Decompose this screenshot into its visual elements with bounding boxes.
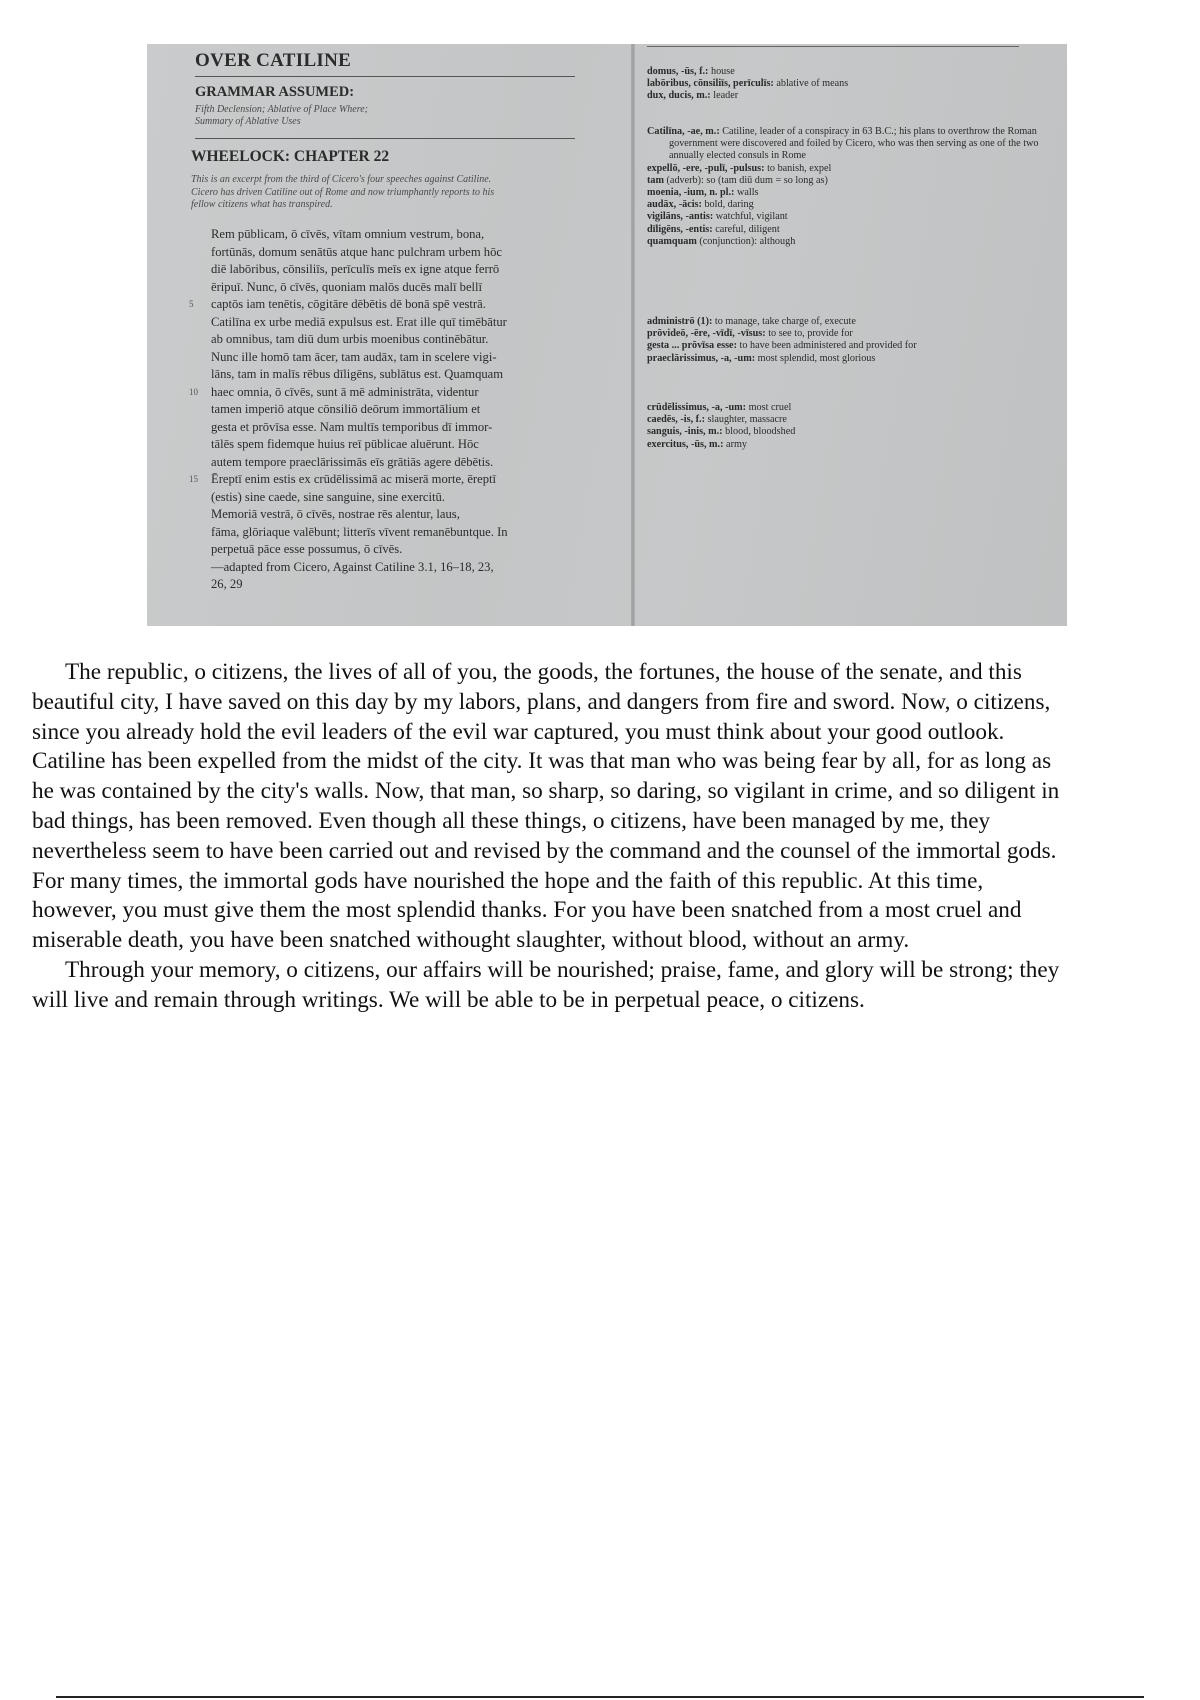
glossary-rule <box>647 46 1019 47</box>
translation-line: will live and remain through writings. We will be able to be in perpetual peace, o citizens. <box>32 986 865 1013</box>
glossary-definition: Catiline, leader of a conspiracy in 63 B.C.; his plans to overthrow the Roman government were discovered and foiled by Cicero, who was then serving as one of the two annually elected consuls in Rome <box>669 126 1039 162</box>
glossary-entry <box>647 439 1047 451</box>
translation-line: bad things, has been removed. Even though all these things, o citizens, have been managed by me, they <box>32 807 991 834</box>
glossary-entry <box>647 163 1047 175</box>
latin-line <box>177 296 597 314</box>
glossary-headword: administrō (1): <box>647 316 713 327</box>
latin-line <box>177 314 597 332</box>
latin-line-text: Catilīna ex urbe mediā expulsus est. Erat ille quī timēbātur <box>211 314 507 329</box>
glossary-entry <box>647 402 1047 414</box>
glossary-definition: to have been administered and provided for <box>736 340 917 352</box>
glossary-entry <box>647 199 1047 211</box>
latin-line <box>177 244 597 262</box>
translation-line: nevertheless seem to have been carried out and revised by the command and the counsel of the immortal gods. <box>32 837 1057 864</box>
book-gutter <box>631 44 635 626</box>
glossary-headword: Catilīna, -ae, m.: <box>647 126 720 137</box>
glossary-headword: gesta ... prōvīsa esse: <box>647 340 737 352</box>
latin-line-text: haec omnia, ō cīvēs, sunt ā mē administrāta, videntur <box>211 384 479 399</box>
glossary-headword: crūdēlissimus, -a, -um: <box>647 402 747 413</box>
glossary-headword: labōribus, cōnsiliīs, perīculīs: <box>647 78 774 90</box>
latin-line <box>177 366 597 384</box>
glossary-entry <box>647 426 1047 438</box>
translation-line: For many times, the immortal gods have nourished the hope and the faith of this republic. At this time, <box>32 867 984 894</box>
glossary-entry <box>647 328 1047 340</box>
latin-line <box>177 524 597 542</box>
glossary-headword: expellō, -ere, -pulī, -pulsus: <box>647 162 765 174</box>
latin-line <box>177 331 597 349</box>
latin-line-text: autem tempore praeclārissimās eīs grātiās agere dēbētis. <box>211 454 494 469</box>
latin-line <box>177 454 597 472</box>
translation-paragraph <box>32 956 1200 1016</box>
textbook-left-page <box>177 44 617 626</box>
translation-line: he was contained by the city's walls. Now, that man, so sharp, so daring, so vigilant in crime, and so diligent in <box>32 778 1060 805</box>
latin-line-text: 26, 29 <box>211 577 243 591</box>
latin-line <box>177 506 597 524</box>
glossary-headword: praeclārissimus, -a, -um: <box>647 352 756 364</box>
glossary-entry <box>647 414 1047 426</box>
latin-line-text: gesta et prōvīsa esse. Nam multīs temporibus dī immor- <box>211 419 493 434</box>
glossary-headword: caedēs, -is, f.: <box>647 414 705 426</box>
intro-line: Cicero has driven Catiline out of Rome and now triumphantly reports to his <box>191 186 495 198</box>
glossary-headword: moenia, -ium, n. pl.: <box>647 187 735 199</box>
chapter-intro <box>191 174 576 212</box>
latin-line <box>177 419 597 437</box>
glossary-entry <box>647 66 1047 78</box>
grammar-line: Fifth Declension; Ablative of Place Where; <box>195 104 368 115</box>
glossary-definition: (conjunction): although <box>696 235 796 247</box>
glossary-headword: tam <box>647 174 664 186</box>
footer-rule <box>56 1696 1144 1698</box>
latin-line-text: tālēs spem fidemque huius reī pūblicae aluērunt. Hōc <box>211 437 479 451</box>
line-number: 15 <box>189 474 198 484</box>
title-rule <box>195 76 575 77</box>
latin-line-text: fāma, glōriaque valēbunt; litterīs vīvent remanēbuntque. In <box>211 524 508 539</box>
glossary-entry <box>647 90 1047 102</box>
glossary-entry <box>647 316 1047 328</box>
translation-line: The republic, o citizens, the lives of all of you, the goods, the fortunes, the house of the senate, and this <box>65 659 1022 685</box>
latin-line-text: ab omnibus, tam diū dum urbis moenibus continēbātur. <box>211 332 489 346</box>
glossary-headword: audāx, -ācis: <box>647 199 702 211</box>
latin-line-text: diē labōribus, cōnsiliīs, perīculīs meīs ex igne atque ferrō <box>211 262 500 276</box>
latin-line <box>177 489 597 507</box>
line-number: 10 <box>189 386 198 397</box>
glossary-definition: watchful, vigilant <box>713 211 788 223</box>
glossary-headword: sanguis, -inis, m.: <box>647 426 723 438</box>
glossary-entry <box>647 224 1047 236</box>
latin-line-text: Rem pūblicam, ō cīvēs, vītam omnium vestrum, bona, <box>211 227 485 241</box>
translation-paragraph <box>32 658 1200 956</box>
glossary-headword: quamquam <box>647 235 697 247</box>
glossary-group <box>647 402 1047 451</box>
glossary-headword: exercitus, -ūs, m.: <box>647 438 724 450</box>
latin-line-text: fortūnās, domum senātūs atque hanc pulchram urbem hōc <box>211 244 502 259</box>
intro-line: This is an excerpt from the third of Cicero's four speeches against Catiline. <box>191 174 492 185</box>
latin-line <box>177 576 597 594</box>
glossary-group <box>647 316 1047 365</box>
intro-line: fellow citizens what has transpired. <box>191 199 333 210</box>
latin-line <box>177 401 597 419</box>
glossary-entry <box>647 236 1047 248</box>
glossary-definition: most splendid, most glorious <box>755 352 876 364</box>
latin-passage <box>177 226 597 594</box>
glossary-definition: bold, daring <box>701 199 754 211</box>
glossary-entry <box>647 353 1047 365</box>
glossary-headword: domus, -ūs, f.: <box>647 66 709 77</box>
glossary-definition: to see to, provide for <box>765 328 853 340</box>
glossary-definition: to manage, take charge of, execute <box>712 316 856 327</box>
glossary-entry <box>647 175 1047 187</box>
glossary-definition: walls <box>734 187 759 199</box>
glossary-group <box>647 66 1047 103</box>
glossary-definition: careful, diligent <box>712 223 780 235</box>
latin-line-text: captōs iam tenētis, cōgitāre dēbētis dē bonā spē vestrā. <box>211 297 486 311</box>
latin-line-text: lāns, tam in malīs rēbus dīligēns, sublātus est. Quamquam <box>211 367 504 381</box>
translation-line: however, you must give them the most splendid thanks. For you have been snatched from a most cruel and <box>32 897 1022 924</box>
glossary-definition: most cruel <box>746 402 792 413</box>
latin-line-text: Ēreptī enim estis ex crūdēlissimā ac miserā morte, ēreptī <box>211 472 497 486</box>
glossary-entry <box>647 126 1047 163</box>
translation-line: beautiful city, I have saved on this day by my labors, plans, and dangers from fire and sword. Now, o citizens, <box>32 688 1051 715</box>
latin-line <box>177 559 597 577</box>
glossary-definition: slaughter, massacre <box>705 414 787 426</box>
glossary-definition: house <box>708 66 735 77</box>
grammar-heading: GRAMMAR ASSUMED: <box>195 84 355 100</box>
latin-line-text: Memoriā vestrā, ō cīvēs, nostrae rēs alentur, laus, <box>211 507 460 521</box>
latin-line-text: —adapted from Cicero, Against Catiline 3.1, 16–18, 23, <box>211 559 494 574</box>
textbook-photo <box>147 44 1067 626</box>
latin-line-text: tamen imperiō atque cōnsiliō deōrum immortālium et <box>211 402 481 416</box>
latin-line <box>177 261 597 279</box>
translation-line: Through your memory, o citizens, our affairs will be nourished; praise, fame, and glory will be strong; they <box>65 956 1060 983</box>
latin-line <box>177 384 597 402</box>
glossary-definition: leader <box>710 90 739 102</box>
glossary-definition: blood, bloodshed <box>722 426 796 438</box>
latin-line-text: ēripuī. Nunc, ō cīvēs, quoniam malōs ducēs malī bellī <box>211 279 483 294</box>
latin-line <box>177 349 597 367</box>
latin-line <box>177 226 597 244</box>
chapter-heading: WHEELOCK: CHAPTER 22 <box>191 148 390 165</box>
grammar-line: Summary of Ablative Uses <box>195 116 301 127</box>
glossary-entry <box>647 340 1047 352</box>
section-rule <box>195 138 575 139</box>
glossary-headword: dīligēns, -entis: <box>647 223 713 235</box>
latin-line-text: Nunc ille homō tam ācer, tam audāx, tam in scelere vigi- <box>211 349 497 364</box>
glossary-definition: ablative of means <box>773 78 849 90</box>
latin-line <box>177 541 597 559</box>
glossary-definition: to banish, expel <box>764 162 832 174</box>
latin-line <box>177 436 597 454</box>
glossary-entry <box>647 211 1047 223</box>
glossary-headword: vigilāns, -antis: <box>647 211 714 223</box>
glossary-group <box>647 126 1047 248</box>
glossary-entry <box>647 78 1047 90</box>
translation-line: miserable death, you have been snatched withought slaughter, without blood, without an army. <box>32 927 910 954</box>
glossary-headword: dux, ducis, m.: <box>647 90 711 102</box>
latin-line-text: (estis) sine caede, sine sanguine, sine exercitū. <box>211 489 445 504</box>
latin-line-text: perpetuā pāce esse possumus, ō cīvēs. <box>211 542 403 556</box>
english-translation <box>32 658 1200 1016</box>
glossary-definition: army <box>723 438 747 450</box>
translation-line: since you already hold the evil leaders of the evil war captured, you must think about your good outlook. <box>32 718 1005 745</box>
glossary-entry <box>647 187 1047 199</box>
glossary-headword: prōvideō, -ēre, -vīdī, -vīsus: <box>647 328 766 340</box>
line-number: 5 <box>189 299 194 309</box>
textbook-right-page <box>647 44 1057 626</box>
latin-line <box>177 471 597 489</box>
latin-line <box>177 279 597 297</box>
translation-line: Catiline has been expelled from the midst of the city. It was that man who was being fear by all, for as long as <box>32 748 1052 775</box>
book-title: OVER CATILINE <box>195 50 352 71</box>
glossary-definition: (adverb): so (tam diū dum = so long as) <box>663 174 828 186</box>
